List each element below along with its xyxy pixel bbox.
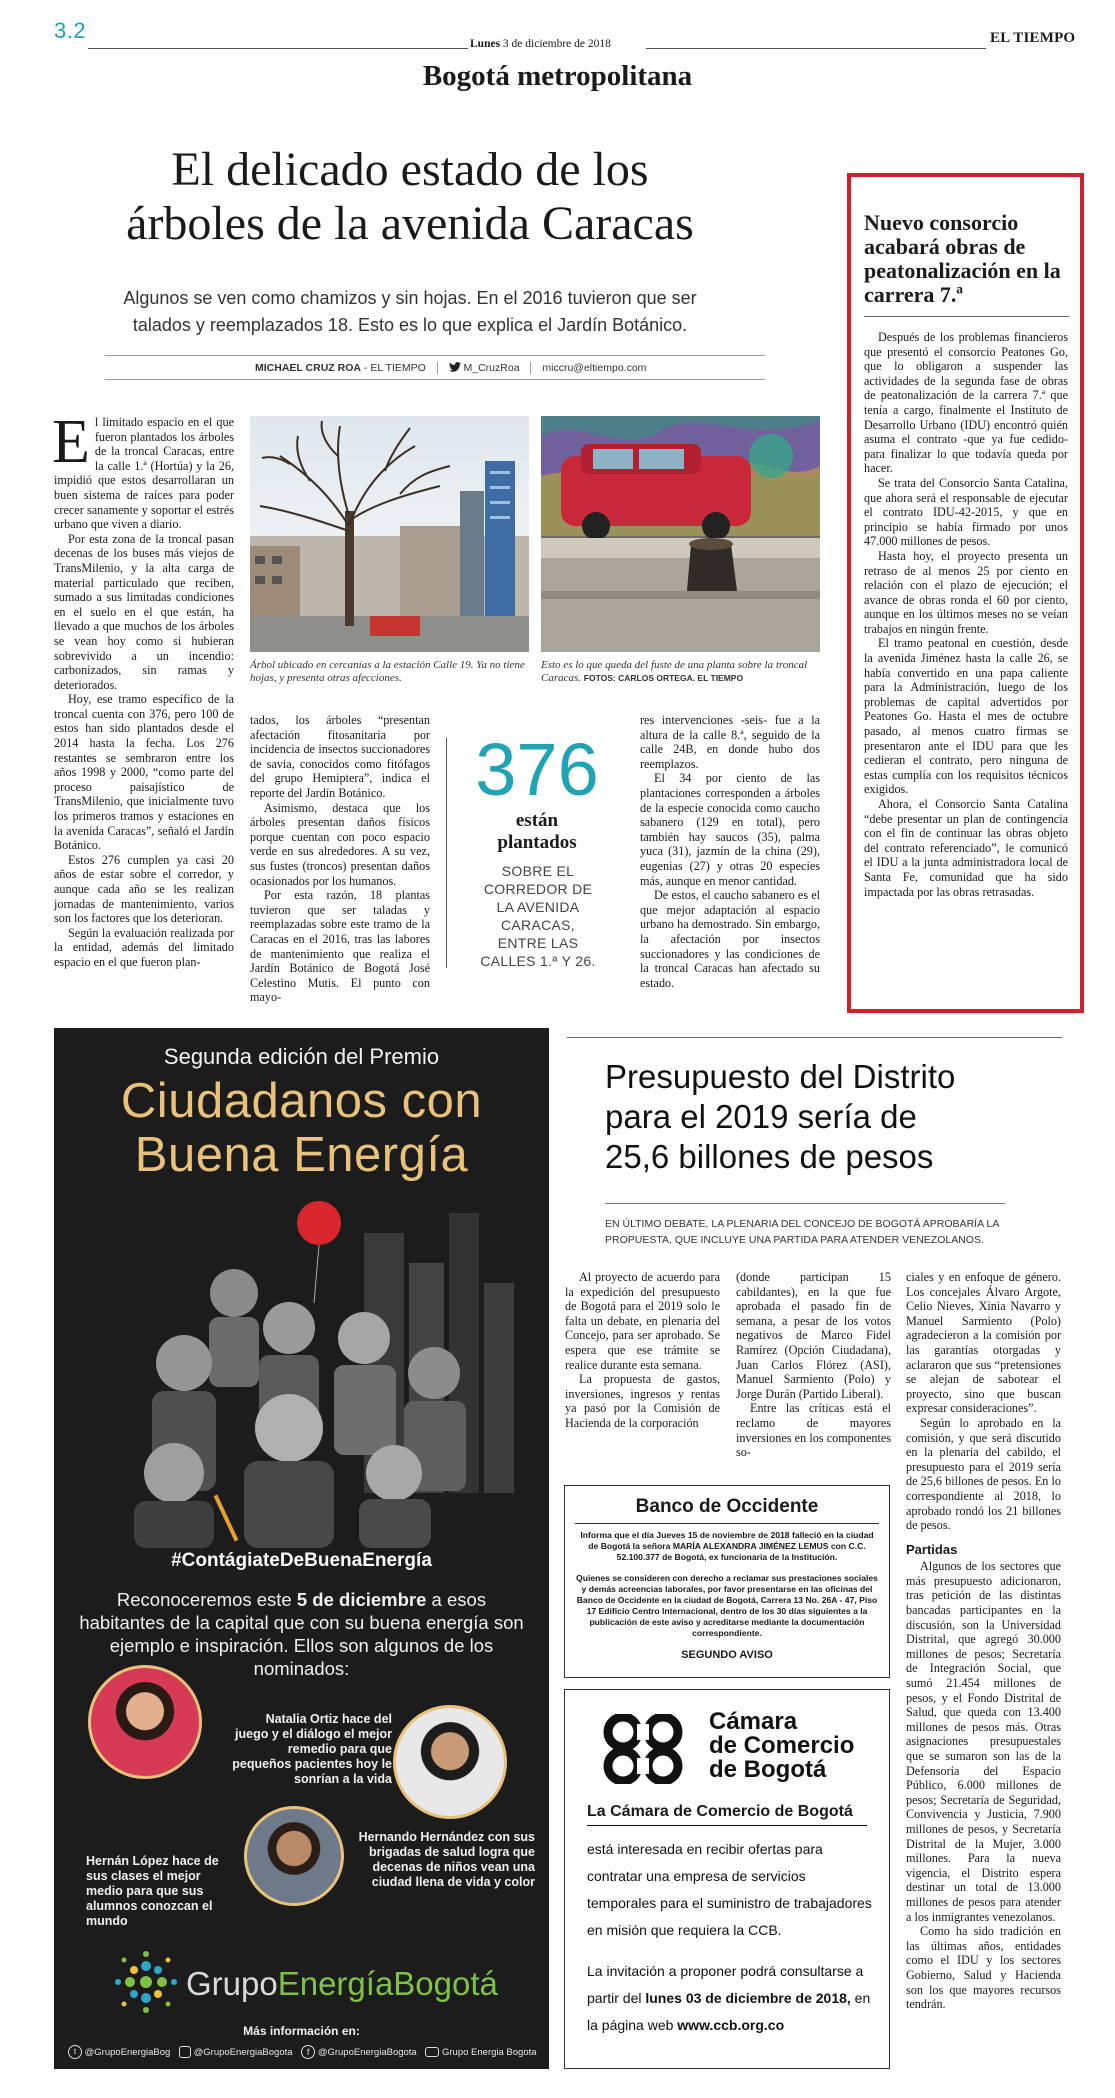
brand-part-1: Grupo <box>186 1965 278 2002</box>
budget-headline-3: 25,6 billones de pesos <box>605 1138 934 1175</box>
ccb-logo-line-1: Cámara <box>709 1708 798 1735</box>
grupo-energia-logo-icon <box>112 1948 180 2016</box>
header-rule-right <box>646 48 986 49</box>
twitter-icon <box>449 362 461 375</box>
ad-energy-body-pre: Reconoceremos este <box>116 1589 297 1610</box>
budget-headline-1: Presupuesto del Distrito <box>605 1058 956 1095</box>
budget-deck-rule <box>605 1203 1005 1204</box>
ad-energy-title-2: Buena Energía <box>134 1128 469 1182</box>
budget-col-2-p1: (donde participan 15 cabildantes), en la que fue aprobada el pasado fin de semana, a pesar de los votos negativos de Marco Fidel Ramírez (Opción Ciudadana), Juan Carlos Flórez (ASI), Manuel Sarmiento (Polo) y Jorge Durán (Partido Liberal). <box>736 1270 891 1401</box>
deck-line-1: Algunos se ven como chamizos y sin hojas. En el 2016 tuvieron que ser <box>123 288 697 308</box>
budget-deck: EN ÚLTIMO DEBATE, LA PLENARIA DEL CONCEJO DE BOGOTÁ APROBARÍA LA PROPUESTA, QUE INCLUYE UNA PARTIDA PARA ATENDER VENEZOLANOS. <box>605 1218 999 1246</box>
nominee-2-text: Hernando Hernández con sus brigadas de salud logra que decenas de niños vean una ciudad llena de vida y color <box>358 1830 535 1889</box>
caption-tree: Árbol ubicado en cercanías a la estación Calle 19. Ya no tiene hojas, y presenta otras afecciones. <box>250 659 525 684</box>
nominee-3-text: Hernán López hace de sus clases el mejor medio para que sus alumnos conozcan el mundo <box>86 1854 219 1928</box>
ccb-subtitle: La Cámara de Comercio de Bogotá <box>587 1803 867 1826</box>
nominee-photo-2 <box>393 1705 507 1819</box>
ad-occidente-p1-bold: MARÍA ALEXANDRA JIMÉNEZ LEMUS <box>672 1541 829 1551</box>
headline-line-2: árboles de la avenida Caracas <box>126 197 694 250</box>
grupo-energia-brand <box>186 1965 498 2003</box>
ad-occidente-p2: Quienes se consideren con derecho a reclamar sus prestaciones sociales y demás acreencias laborales, por favor presentarse en las oficinas del Banco de Occidente en la ciudad de Bogotá, Carrera 13 No. 26A - 47, Piso 17 Edificio Centro Internacional, dentro de los 30 días siguientes a la publicación de este aviso y acreditarse mediante la documentación correspondiente. <box>576 1573 878 1638</box>
nominee-photo-3 <box>244 1806 344 1906</box>
ad-occidente-footer: SEGUNDO AVISO <box>681 1649 773 1661</box>
ad-energy-hashtag: #ContágiateDeBuenaEnergía <box>171 1550 432 1571</box>
social-instagram[interactable]: @GrupoEnergiaBogota <box>179 2047 293 2058</box>
main-col-1 <box>52 408 234 970</box>
ad-energy-title-1: Ciudadanos con <box>120 1074 483 1128</box>
sidebar-headline: Nuevo consorcio acabará obras de peatonalización en la carrera 7.ª <box>864 210 1061 307</box>
budget-col-2-p2: Entre las críticas está el reclamo de mayores inversiones en los componentes so- <box>736 1401 891 1460</box>
budget-col-1-p1: Al proyecto de acuerdo para la expedición del presupuesto de Bogotá para el 2019 solo le falta un debate, en plenaria del Concejo, para ser aprobado. Se espera que ese trámite se realice durante esta semana. <box>565 1270 720 1372</box>
deck-line-2: talados y reemplazados 18. Esto es lo que explica el Jardín Botánico. <box>132 315 688 335</box>
budget-col-3-p3: Algunos de los sectores que más presupuesto adicionaron, tras petición de las distintas bancadas participantes en la discusión, son la Universidad Distrital, que agregó 30.000 millones de pesos; Secretaría de Integración Social, que sumó 21.454 millones de pesos, y el Fondo Distrital de Salud, que queda con 13.400 millones de pesos más. Otras asignaciones presupuestales que se sumaron son las de la Defensoría del Espacio Público, 6.000 millones de pesos; Secretaría de Seguridad, Convivencia y Justicia, 7.900 millones de pesos, y Secretaría Distrital de la Mujer, 3.000 millones. Para la nueva vigencia, el Distrito espera destinar un total de 13.000 millones de pesos para atender a los inmigrantes venezolanos. <box>906 1559 1061 1924</box>
main-col-1-p2: Por esta zona de la troncal pasan decenas de los buses más viejos de TransMilenio, y la alta carga de material particulado que reciben, sumado a sus limitadas condiciones en el suelo en el que están, ha llevado a que muchos de los árboles se vean hoy como si hubieran sobrevivido a un incendio: carbonizados, sin ramas y deteriorados. <box>54 531 234 692</box>
ad-energy-title <box>54 1074 549 1182</box>
main-headline <box>40 143 780 251</box>
ad-energy-body-bold: 5 de diciembre <box>296 1589 427 1610</box>
sidebar-p5: Ahora, el Consorcio Santa Catalina “debe presentar un plan de contingencia con el fin de continuar las obras objeto del contrato referenciado”, le comunicó el IDU a la junta administradora local de Santa Fe, comunidad que ha sido impactada por las obras retrasadas. <box>864 797 1068 899</box>
brand-part-2: EnergíaBogotá <box>277 1965 498 2002</box>
stat-text: SOBRE EL CORREDOR DE LA AVENIDA CARACAS, ENTRE LAS CALLES 1.ª Y 26. <box>480 863 596 969</box>
budget-headline-2: para el 2019 sería de <box>605 1098 917 1135</box>
main-col-3-p2: El 34 por ciento de las plantaciones corresponden a árboles de la especie conocida como caucho sabanero (129 en total), pero también hay saucos (35), palma yuca (31), jazmín de la china (29), eugenias (27) y otras 20 especies más, aunque en menor cantidad. <box>640 771 820 888</box>
byline-name: MICHAEL CRUZ ROA <box>255 362 361 374</box>
stat-label-2: plantados <box>497 832 577 853</box>
photo-stump <box>541 416 820 652</box>
ccb-logo-line-3: de Bogotá <box>709 1756 827 1783</box>
main-col-3-p3: De estos, el caucho sabanero es el que mejor adaptación al espacio urbano ha demostrado. Sin embargo, la afectación por insectos succionadores y las condiciones de la troncal Caracas han afectado su estado. <box>640 888 820 990</box>
sidebar-p4: El tramo peatonal en cuestión, desde la avenida Jiménez hasta la calle 26, se había convertido en una papa caliente para la Administración, luego de los problemas de capital advertidos por Peatones Go. Hasta el mes de octubre pasado, al menos cuatro firmas se presentaron ante el IDU para que les cedieran el contrato, pero ninguna de estas cumplía con los requisitos técnicos exigidos. <box>864 636 1068 797</box>
nominee-1-text: Natalia Ortiz hace del juego y el diálogo el mejor remedio para que pequeños pacientes hoy le sonrían a la vida <box>232 1712 392 1786</box>
byline-rule-bottom <box>105 379 765 380</box>
ad-occidente[interactable] <box>564 1485 890 1678</box>
main-col-2-p3: Por esta razón, 18 plantas tuvieron que ser taladas y reemplazadas sobre este tramo de la Caracas en el 2016, tras las labores de mantenimiento que realiza el Jardín Botánico de Bogotá José Celestino Mutis. El punto con mayo- <box>250 888 430 1005</box>
section-title: Bogotá metropolitana <box>422 60 693 92</box>
issue-date <box>470 38 611 50</box>
page-number: 3.2 <box>54 18 87 43</box>
ccb-logo-text <box>709 1710 854 1782</box>
byline-rule <box>105 355 765 356</box>
headline-line-1: El delicado estado de los <box>171 143 649 196</box>
brand-name: EL TIEMPO <box>990 30 1076 46</box>
main-col-2 <box>250 713 430 1005</box>
sidebar-p2: Se trata del Consorcio Santa Catalina, que ahora será el responsable de ejecutar el contrato IDU-42-2015, y que en principio se había firmado por unos 47.000 millones de pesos. <box>864 475 1068 549</box>
ad-energy-socials <box>68 2045 538 2059</box>
sidebar-p3: Hasta hoy, el proyecto presenta un retraso de al menos 25 por ciento en relación con el plazo de ejecución; el avance de obras ronda el 60 por ciento, aunque en los últimos meses no se veían trabajos en ningún frente. <box>864 548 1068 636</box>
main-col-2-p2: Asimismo, destaca que los árboles presentan daños físicos porque cuentan con poco espacio verde en sus alrededores. A su vez, sus fustes (troncos) presentan daños ocasionados por los humanos. <box>250 800 430 888</box>
twitter-circle-icon: t <box>68 2045 82 2059</box>
ad-occidente-p1-post: con C.C. 52.100.377 de Bogotá, ex funcionaria de la Institución. <box>616 1541 866 1562</box>
ccb-logo-icon <box>601 1714 689 1784</box>
ad-energy[interactable] <box>54 1028 549 2069</box>
main-col-3-p1: res intervenciones -seis- fue a la altura de la calle 8.ª, seguido de la calle 24B, en donde hubo dos reemplazos. <box>640 713 820 771</box>
budget-col-3-p1: ciales y en enfoque de género. Los concejales Álvaro Argote, Celio Nieves, Xinia Navarro y Manuel Sarmiento (Polo) agradecieron a la comisión por las garantías otorgadas y aclararon que sus “pretensiones se alejan de sabotear el proyecto, sino que buscan expresar consideraciones”. <box>906 1270 1061 1416</box>
dropcap: E <box>52 408 90 476</box>
stat-number: 376 <box>475 728 599 811</box>
sidebar-rule <box>864 316 1069 317</box>
ad-energy-body-post: a esos habitantes de la capital que con su buena energía son ejemplo e inspiración. Ellos son algunos de los nominados: <box>79 1589 524 1679</box>
date-rest: 3 de diciembre de 2018 <box>502 38 611 50</box>
nominee-photo-1 <box>88 1665 202 1779</box>
instagram-icon <box>179 2046 191 2058</box>
byline <box>255 362 646 375</box>
twitter-handle[interactable]: M_CruzRoa <box>463 362 520 374</box>
stat-label-1: están <box>515 810 559 831</box>
budget-headline <box>605 1057 1055 1177</box>
budget-col-1 <box>565 1270 720 1431</box>
main-col-1-p5: Según la evaluación realizada por la entidad, además del limitado espacio en el que fueron plan- <box>54 925 234 969</box>
ad-occidente-title: Banco de Occidente <box>635 1496 819 1517</box>
photo-tree <box>250 416 529 652</box>
author-email[interactable]: miccru@eltiempo.com <box>542 362 647 374</box>
ccb-logo-line-2: de Comercio <box>709 1732 855 1759</box>
main-col-1-p3: Hoy, ese tramo específico de la troncal cuenta con 376, pero 100 de estos han sido plantados desde el 2014 hasta la fecha. Los 276 restantes se sembraron entre los años 1998 y 2000, “como parte del proceso paisajístico de TransMilenio, que inicialmente tuvo los primeros tramos y estaciones en la avenida Caracas”, señaló el Jardín Botánico. <box>54 692 234 853</box>
photo-credit: FOTOS: CARLOS ORTEGA. EL TIEMPO <box>583 673 744 683</box>
main-col-1-p4: Estos 276 cumplen ya casi 20 años de estar sobre el corredor, y aunque cada año se les realizan jornadas de mantenimiento, varios son los factores que los deterioran. <box>54 852 234 926</box>
ccb-body-2-pre: La invitación a proponer podrá consultarse a partir del <box>587 1963 864 2006</box>
social-youtube[interactable]: Grupo Energia Bogota <box>425 2047 536 2058</box>
sidebar-body <box>864 330 1068 899</box>
caption-stump-text: Esto es lo que queda del fuste de una planta sobre la troncal Caracas. <box>541 659 808 684</box>
facebook-icon: f <box>301 2045 315 2059</box>
date-day: Lunes <box>470 38 501 50</box>
main-deck <box>40 285 780 339</box>
caption-stump <box>541 659 820 685</box>
budget-col-1-p2: La propuesta de gastos, inversiones, ingresos y rentas ya pasó por la Comisión de Hacienda de la corporación <box>565 1372 720 1430</box>
ad-occidente-p1-pre: Informa que el día Jueves 15 de noviembre de 2018 falleció en la ciudad de Bogotá la señora <box>580 1530 874 1551</box>
ccb-body-2-bold: lunes 03 de diciembre de 2018, <box>645 1990 851 2006</box>
budget-col-2 <box>736 1270 891 1460</box>
main-col-1-p1: l limitado espacio en el que fueron plantados los árboles de la troncal Caracas, entre la calle 1.ª (Hortúa) y la 26, impidió que estos desarrollaran un buen sistema de raíces para poder crecer sanamente y soportar el estrés urbano que viven a diario. <box>54 415 234 532</box>
ad-energy-more-info: Más información en: <box>243 2024 360 2038</box>
sidebar-p1: Después de los problemas financieros que presentó el consorcio Peatones Go, que lo obligaron a suspender las actividades de la segunda fase de obras de peatonalización de la carrera 7.ª que tenía a cargo, finalmente el Instituto de Desarrollo Urbano (IDU) encontró quién asuma el contrato -que ya fue cedido- para finalizar lo que todavía queda por hacer. <box>864 330 1068 476</box>
ad-camara[interactable] <box>564 1689 890 2069</box>
ccb-body-2 <box>587 1958 882 2039</box>
budget-col-3-p2: Según lo aprobado en la comisión, y que será discutido en la plenaria del cabildo, el presupuesto para el 2019 sería de 25,6 billones de pesos. En lo correspondiente al 2018, lo aprobado rondó los 21 billones de pesos. <box>906 1415 1061 1533</box>
budget-col-3 <box>906 1270 1061 2012</box>
budget-top-rule <box>567 1037 1062 1038</box>
ad-energy-top-line: Segunda edición del Premio <box>163 1044 440 1069</box>
youtube-icon <box>425 2047 439 2057</box>
ccb-url[interactable]: www.ccb.org.co <box>677 2017 785 2033</box>
ad-occidente-p1 <box>575 1530 879 1563</box>
ccb-body-2-mid: en la página web <box>587 1990 871 2033</box>
budget-col-3-p4: Como ha sido tradición en las últimas años, entidades como el IDU y los sectores Gobierno, Salud y Hacienda son los que mayores recursos tendrán. <box>906 1924 1061 2012</box>
budget-subhead: Partidas <box>906 1541 958 1557</box>
header-rule-left <box>88 48 468 49</box>
ad-energy-collage <box>64 1193 539 1548</box>
main-col-3 <box>640 713 820 990</box>
ccb-body: está interesada en recibir ofertas para contratar una empresa de servicios temporales para el suministro de trabajadores en misión que requiera la CCB. <box>587 1841 872 1938</box>
byline-org: - EL TIEMPO <box>360 362 426 374</box>
social-facebook[interactable]: f @GrupoEnergiaBogota <box>301 2047 417 2058</box>
social-twitter[interactable]: t @GrupoEnergiaBog <box>68 2047 170 2058</box>
main-col-2-p1: tados, los árboles “presentan afectación fitosanitaria por incidencia de insectos succionadores de savia, conocidos como fitófagos del grupo Hemiptera”, indica el reporte del Jardín Botánico. <box>250 713 430 800</box>
